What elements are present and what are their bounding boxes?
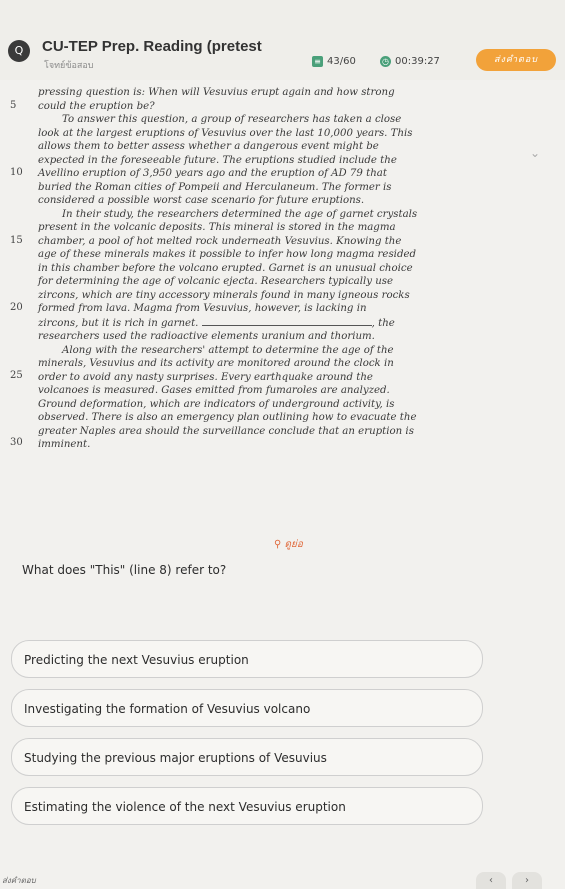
fill-in-blank bbox=[202, 316, 372, 326]
timer-value: 00:39:27 bbox=[395, 56, 440, 67]
passage-line-text: for determining the age of volcanic ejecta. Researchers typically use bbox=[38, 276, 394, 287]
line-number: 30 bbox=[10, 437, 23, 448]
passage-line-text: buried the Roman cities of Pompeii and Herculaneum. The former is bbox=[38, 181, 392, 193]
view-summary-link[interactable] bbox=[274, 537, 303, 552]
passage-line-text: researchers used the radioactive elements uranium and thorium. bbox=[38, 331, 375, 342]
footer-submit-label[interactable]: ส่งคำตอบ bbox=[2, 876, 36, 885]
passage-line-text: age of these minerals makes it possible to infer how long magma resided bbox=[38, 249, 417, 260]
passage-line-text: Avellino eruption of 3,950 years ago and the eruption of AD 79 that bbox=[38, 168, 387, 179]
passage-line bbox=[38, 425, 478, 439]
line-number: 10 bbox=[10, 167, 23, 178]
passage-line-text: To answer this question, a group of researchers has taken a close bbox=[62, 114, 402, 125]
passage-line bbox=[38, 316, 478, 331]
passage-line-text: zircons, which are tiny accessory minerals found in many igneous rocks bbox=[38, 289, 410, 301]
timer-badge bbox=[380, 56, 440, 67]
passage-line-text: in this chamber before the volcano erupted. Garnet is an unusual choice bbox=[38, 262, 413, 274]
passage-line bbox=[38, 194, 478, 208]
view-summary-label: ดูย่อ bbox=[284, 539, 303, 550]
passage-line bbox=[38, 262, 478, 276]
line-number: 20 bbox=[10, 302, 23, 313]
answer-option-b[interactable]: Investigating the formation of Vesuvius volcano bbox=[11, 689, 483, 727]
passage-line bbox=[38, 438, 478, 452]
next-question-button[interactable]: › bbox=[512, 872, 542, 889]
passage-line-text: , the bbox=[371, 317, 395, 329]
page-subtitle: โจทย์ข้อสอบ bbox=[44, 61, 94, 71]
reading-passage bbox=[38, 86, 478, 452]
passage-line bbox=[38, 411, 478, 425]
passage-line bbox=[38, 221, 478, 235]
passage-line-text: order to avoid any nasty surprises. Every earthquake around the bbox=[38, 371, 373, 383]
clock-icon: ◷ bbox=[380, 56, 391, 67]
passage-line bbox=[38, 235, 478, 249]
passage-line-text: considered a possible worst case scenario for future eruptions. bbox=[38, 195, 365, 206]
passage-line-text: greater Naples area should the surveillance conclude that an eruption is bbox=[38, 425, 414, 437]
passage-line-text: allows them to better assess whether a dangerous event might be bbox=[38, 141, 379, 152]
page-title: CU-TEP Prep. Reading (pretest bbox=[42, 38, 262, 55]
passage-line-text: observed. There is also an emergency plan outlining how to evacuate the bbox=[38, 412, 417, 423]
passage-line-text: could the eruption be? bbox=[38, 100, 155, 112]
magnifier-icon: ⚲ bbox=[274, 539, 282, 550]
passage-line-text: formed from lava. Magma from Vesuvius, however, is lacking in bbox=[38, 303, 367, 314]
line-number: 25 bbox=[10, 369, 23, 381]
passage-line bbox=[38, 181, 478, 195]
passage-line-text: minerals, Vesuvius and its activity are monitored around the clock in bbox=[38, 358, 394, 369]
top-bar bbox=[0, 0, 565, 80]
passage-line bbox=[38, 86, 478, 100]
passage-line-text: In their study, the researchers determined the age of garnet crystals bbox=[62, 208, 418, 220]
passage-line-text: chamber, a pool of hot melted rock underneath Vesuvius. Knowing the bbox=[38, 235, 402, 247]
passage-line bbox=[38, 275, 478, 289]
line-number: 5 bbox=[10, 99, 17, 111]
passage-line bbox=[38, 289, 478, 303]
passage-line-text: look at the largest eruptions of Vesuvius over the last 10,000 years. This bbox=[38, 127, 413, 139]
question-text: What does "This" (line 8) refer to? bbox=[22, 563, 227, 577]
passage-line bbox=[38, 154, 478, 168]
passage-line bbox=[38, 248, 478, 262]
passage-line bbox=[38, 357, 478, 371]
passage-line-text: zircons, but it is rich in garnet. bbox=[38, 317, 199, 329]
passage-line bbox=[38, 127, 478, 141]
passage-line bbox=[38, 140, 478, 154]
passage-line-text: present in the volcanic deposits. This mineral is stored in the magma bbox=[38, 222, 396, 233]
progress-count: 43/60 bbox=[327, 56, 356, 67]
submit-button[interactable]: ส่งคำตอบ bbox=[476, 49, 556, 71]
passage-line-text: expected in the foreseeable future. The eruptions studied include the bbox=[38, 154, 397, 166]
passage-line bbox=[38, 330, 478, 344]
progress-badge bbox=[312, 56, 356, 67]
prev-question-button[interactable]: ‹ bbox=[476, 872, 506, 889]
line-number: 15 bbox=[10, 234, 23, 246]
passage-line bbox=[38, 167, 478, 181]
passage-line bbox=[38, 371, 478, 385]
passage-line bbox=[38, 208, 478, 222]
app-logo-icon: Q bbox=[8, 40, 30, 62]
answer-option-c[interactable]: Studying the previous major eruptions of Vesuvius bbox=[11, 738, 483, 776]
passage-line bbox=[38, 302, 478, 316]
passage-line-text: volcanoes is measured. Gases emitted from fumaroles are analyzed. bbox=[38, 385, 390, 396]
passage-line bbox=[38, 398, 478, 412]
passage-line bbox=[38, 344, 478, 358]
list-icon: ≡ bbox=[312, 56, 323, 67]
passage-line bbox=[38, 113, 478, 127]
passage-line bbox=[38, 384, 478, 398]
passage-line-text: Ground deformation, which are indicators of underground activity, is bbox=[38, 398, 395, 410]
scroll-indicator-icon[interactable]: ⌄ bbox=[530, 146, 541, 160]
passage-line bbox=[38, 100, 478, 114]
answer-option-d[interactable]: Estimating the violence of the next Vesuvius eruption bbox=[11, 787, 483, 825]
passage-line-text: imminent. bbox=[38, 439, 91, 450]
passage-line-text: pressing question is: When will Vesuvius erupt again and how strong bbox=[38, 87, 395, 98]
passage-line-text: Along with the researchers' attempt to determine the age of the bbox=[62, 344, 394, 356]
answer-option-a[interactable]: Predicting the next Vesuvius eruption bbox=[11, 640, 483, 678]
